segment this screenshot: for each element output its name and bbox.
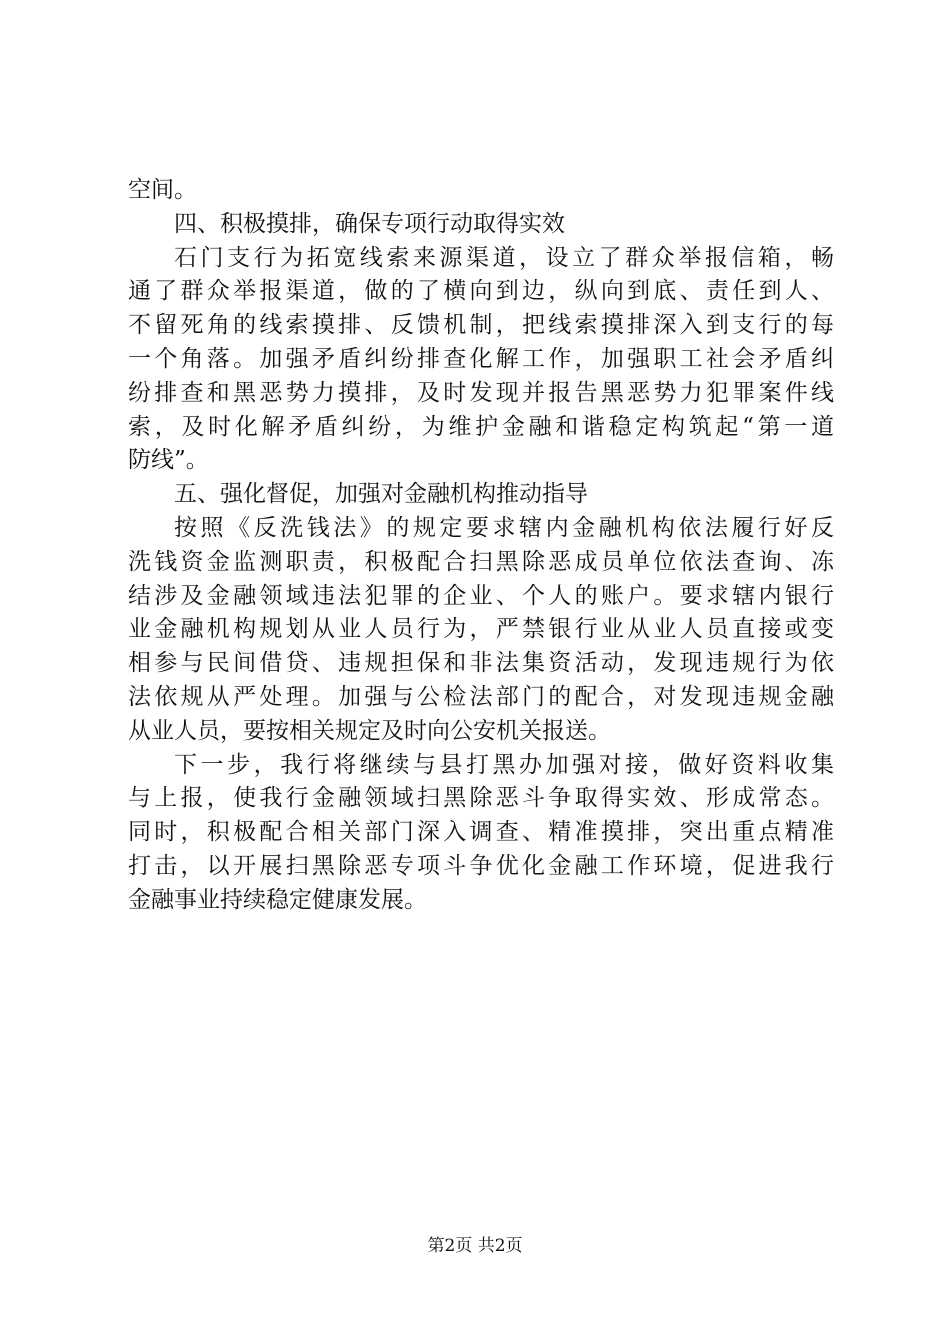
text-line: 洗钱资金监测职责，积极配合扫黑除恶成员单位依法查询、冻 bbox=[128, 548, 834, 575]
text-line: 同时，积极配合相关部门深入调查、精准摸排，突出重点精准 bbox=[128, 819, 834, 846]
text-line: 四、积极摸排，确保专项行动取得实效 bbox=[174, 210, 565, 237]
text-line: 石门支行为拓宽线索来源渠道，设立了群众举报信箱，畅 bbox=[174, 244, 834, 271]
text-line: 按照《反洗钱法》的规定要求辖内金融机构依法履行好反 bbox=[174, 514, 834, 541]
text-line: 与上报，使我行金融领域扫黑除恶斗争取得实效、形成常态。 bbox=[128, 785, 834, 812]
text-line: 五、强化督促，加强对金融机构推动指导 bbox=[174, 481, 588, 508]
document-body bbox=[128, 174, 834, 918]
text-line: 空间。 bbox=[128, 177, 197, 203]
text-line: 结涉及金融领域违法犯罪的企业、个人的账户。要求辖内银行 bbox=[128, 582, 834, 609]
text-line: 防线”。 bbox=[128, 447, 209, 474]
text-line: 下一步，我行将继续与县打黑办加强对接，做好资料收集 bbox=[174, 751, 834, 778]
text-line: 相参与民间借贷、违规担保和非法集资活动，发现违规行为依 bbox=[128, 650, 834, 677]
text-line: 纷排查和黑恶势力摸排，及时发现并报告黑恶势力犯罪案件线 bbox=[128, 379, 834, 406]
text-line: 通了群众举报渠道，做的了横向到边，纵向到底、责任到人、 bbox=[128, 278, 834, 305]
text-line: 打击，以开展扫黑除恶专项斗争优化金融工作环境，促进我行 bbox=[128, 852, 834, 879]
text-line: 不留死角的线索摸排、反馈机制，把线索摸排深入到支行的每 bbox=[128, 312, 834, 339]
text-line: 一个角落。加强矛盾纠纷排查化解工作，加强职工社会矛盾纠 bbox=[128, 345, 834, 372]
text-line: 法依规从严处理。加强与公检法部门的配合，对发现违规金融 bbox=[128, 683, 834, 710]
text-line: 索，及时化解矛盾纠纷，为维护金融和谐稳定构筑起“第一道 bbox=[128, 413, 834, 440]
text-line: 金融事业持续稳定健康发展。 bbox=[128, 886, 427, 913]
text-line: 从业人员，要按相关规定及时向公安机关报送。 bbox=[128, 717, 611, 744]
text-line: 业金融机构规划从业人员行为，严禁银行业从业人员直接或变 bbox=[128, 616, 834, 643]
page-footer: 第2页 共2页 bbox=[427, 1236, 523, 1256]
